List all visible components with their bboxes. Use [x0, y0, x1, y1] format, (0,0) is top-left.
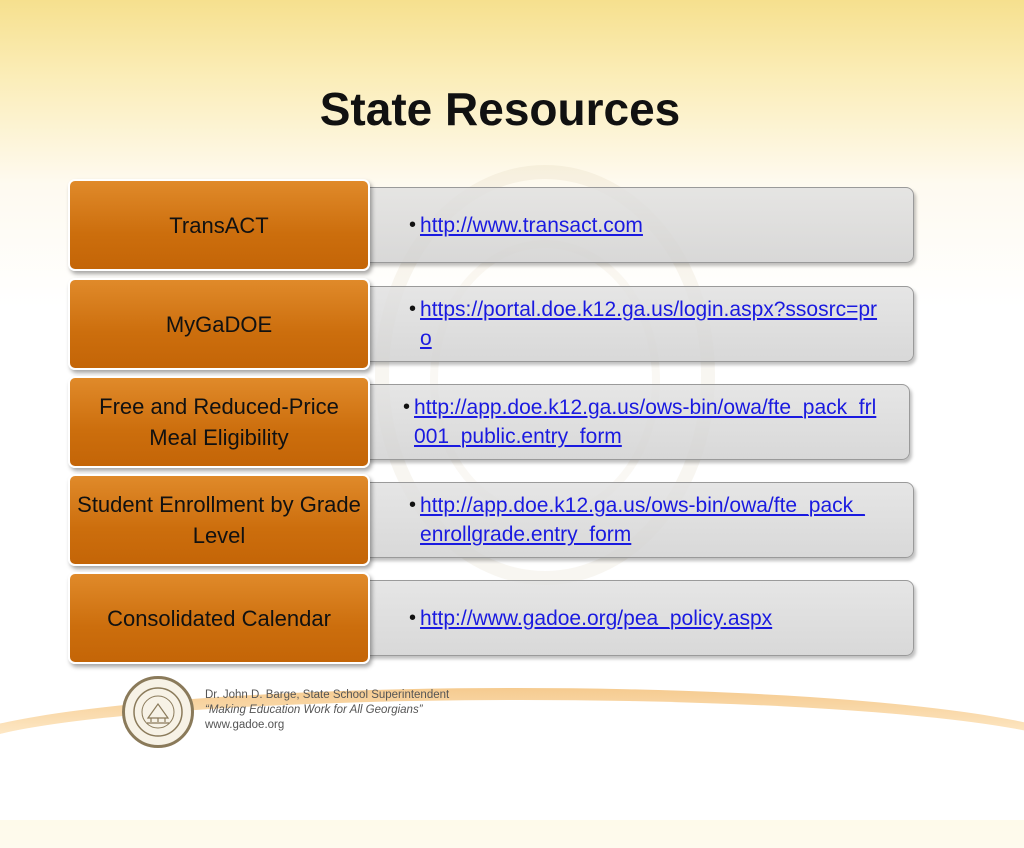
resource-label: TransACT [68, 179, 370, 271]
footer-website: www.gadoe.org [205, 719, 285, 731]
resource-label: Consolidated Calendar [68, 572, 370, 664]
resource-label: Student Enrollment by Grade Level [68, 474, 370, 566]
bullet-icon: • [409, 494, 417, 516]
bullet-icon: • [403, 396, 411, 418]
resource-link[interactable]: https://portal.doe.k12.ga.us/login.aspx?ssosrc=pro [420, 298, 878, 350]
resource-label: Free and Reduced-Price Meal Eligibility [68, 376, 370, 468]
resource-link-box [358, 286, 914, 362]
resource-link[interactable]: http://app.doe.k12.ga.us/ows-bin/owa/fte_pack_enrollgrade.entry_form [420, 494, 865, 546]
background-seal-inner [430, 240, 660, 520]
department-seal-icon [122, 676, 194, 748]
superintendent-name: Dr. John D. Barge, State School Superintendent [205, 689, 450, 701]
page-title: State Resources [319, 83, 681, 135]
resource-link[interactable]: http://www.transact.com [420, 213, 643, 237]
resource-link-box [358, 482, 914, 558]
resource-link-box [358, 187, 914, 263]
resource-link[interactable]: http://www.gadoe.org/pea_policy.aspx [420, 606, 773, 630]
resource-link[interactable]: http://app.doe.k12.ga.us/ows-bin/owa/fte_pack_frl001_public.entry_form [414, 396, 877, 448]
resource-link-box [358, 384, 910, 460]
bullet-icon: • [409, 298, 417, 320]
resource-link-box [358, 580, 914, 656]
footer-motto: “Making Education Work for All Georgians” [205, 704, 423, 716]
bullet-icon: • [409, 213, 417, 236]
bullet-icon: • [409, 606, 417, 629]
resource-label: MyGaDOE [68, 278, 370, 370]
footer-info [205, 688, 449, 733]
